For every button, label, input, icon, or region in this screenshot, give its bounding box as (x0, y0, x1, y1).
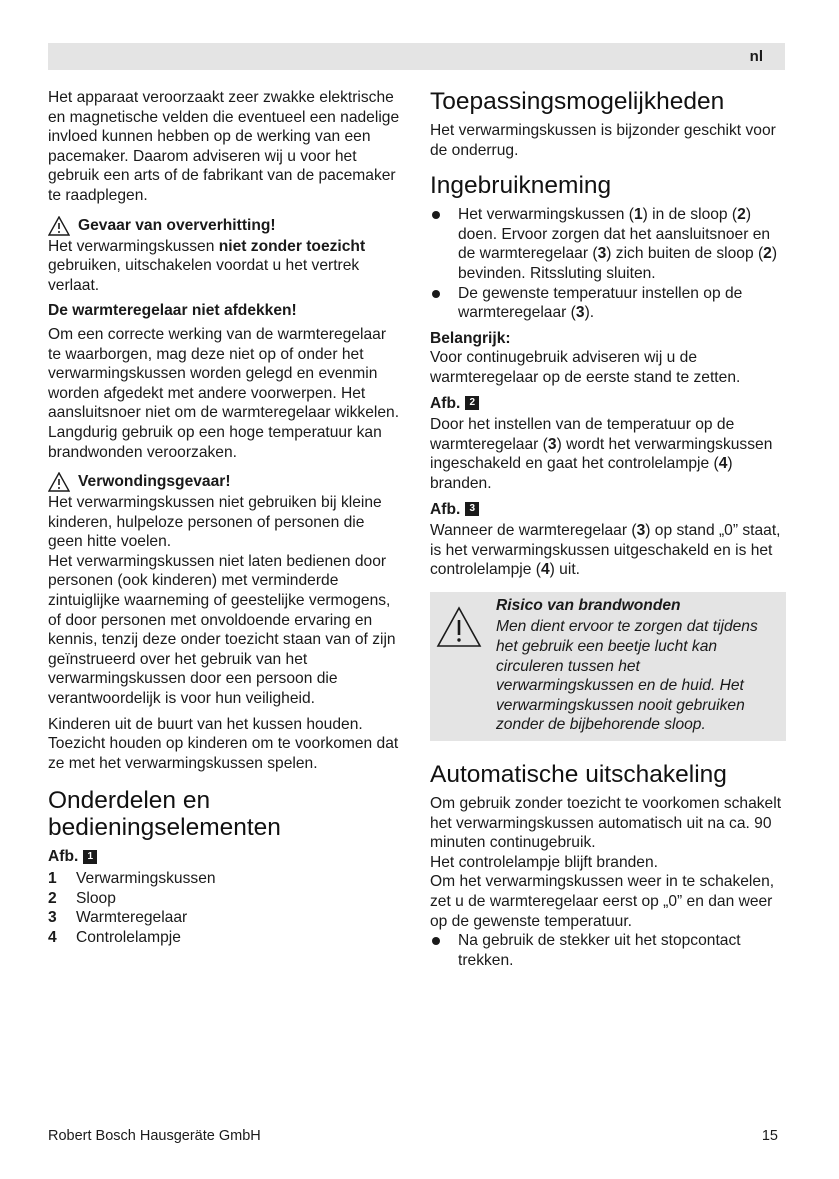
figure-3-ref (430, 500, 786, 520)
nocover-title: De warmteregelaar niet afdekken! (48, 302, 297, 320)
part-ref-number: 4 (540, 561, 550, 579)
injury-title-text: Verwondingsgevaar! (78, 473, 231, 491)
overheat-text-post: gebruiken, uitschakelen voordat u het vertrek verlaat. (48, 257, 360, 294)
start-heading: Ingebruikneming (430, 172, 612, 200)
part-ref-number: 4 (718, 455, 728, 473)
part-number: 4 (48, 928, 57, 946)
figure-3-text: Wanneer de warmteregelaar (3) op stand „0” staat, is het verwarmingskussen uitgeschakeld en is het controlelampje (4) uit. (430, 522, 781, 579)
important-text: Voor continugebruik adviseren wij u de warmteregelaar op de eerste stand te zetten. (430, 349, 741, 386)
part-ref-number: 2 (737, 206, 746, 224)
page-number: 15 (761, 1128, 778, 1144)
figure-number-badge: 1 (83, 850, 97, 864)
figure-number-badge: 3 (465, 502, 479, 516)
part-number: 2 (48, 889, 57, 907)
list-item (48, 928, 403, 948)
parts-figure-ref (48, 847, 403, 867)
uses-text: Het verwarmingskussen is bijzonder geschikt voor de onderrug. (430, 122, 776, 159)
burn-warning-title: Risico van brandwonden (496, 596, 681, 614)
burn-warning-text: Men dient ervoor te zorgen dat tijdens het gebruik een beetje lucht kan circuleren tussen het verwarmingskussen en de huid. Het verwarmingskussen nooit gebruiken zonder de bijbehorende sloop. (496, 618, 758, 734)
warning-triangle-icon (48, 216, 70, 236)
left-column (48, 88, 403, 947)
nocover-text-2: Langdurig gebruik op een hoge temperatuur kan brandwonden veroorzaken. (48, 423, 382, 461)
part-label: Controlelampje (76, 928, 181, 946)
overheat-title-text: Gevaar van oververhitting! (78, 216, 276, 234)
pacemaker-notice: Het apparaat veroorzaakt zeer zwakke elektrische en magnetische velden die eventueel een nadelige invloed kunnen hebben op de werking van een pacemaker. Daarom adviseren wij u voor het gebruik een arts of de fabrikant van de pacemaker te raadplegen. (48, 89, 400, 204)
children-text: Kinderen uit de buurt van het kussen houden. Toezicht houden op kinderen om te voorkomen dat ze met het verwarmingskussen spelen. (48, 715, 399, 772)
warning-triangle-icon (48, 472, 70, 492)
list-item (48, 869, 403, 889)
part-ref-number: 3 (575, 304, 585, 322)
warning-triangle-icon (436, 606, 482, 648)
figure-2-ref (430, 394, 786, 414)
footer-company: Robert Bosch Hausgeräte GmbH (48, 1128, 261, 1144)
list-item (48, 908, 403, 928)
part-ref-number: 1 (633, 206, 643, 224)
auto-off-text-1: Om gebruik zonder toezicht te voorkomen schakelt het verwarmingskussen automatisch uit na ca. 90 minuten continugebruik. (430, 795, 782, 852)
header-bar (48, 43, 785, 70)
auto-off-heading: Automatische uitschakeling (430, 761, 727, 789)
part-ref-number: 2 (763, 245, 772, 263)
parts-afb-label: Afb. (48, 848, 79, 866)
afb2-label: Afb. (430, 394, 461, 412)
part-label: Warmteregelaar (76, 909, 188, 927)
auto-off-text-3: Om het verwarmingskussen weer in te schakelen, zet u de warmteregelaar eerst op „0” en dan weer op de gewenste temperatuur. (430, 873, 775, 930)
list-item (48, 889, 403, 909)
auto-off-text-2: Het controlelampje blijft branden. (430, 853, 658, 871)
auto-off-steps (430, 931, 786, 970)
part-label: Sloop (76, 889, 116, 907)
part-ref-number: 3 (597, 245, 607, 263)
figure-number-badge: 2 (465, 396, 479, 410)
start-steps (430, 205, 786, 323)
part-ref-number: 3 (547, 435, 557, 453)
nocover-text: Om een correcte werking van de warmteregelaar te waarborgen, mag deze niet op of onder het verwarmingskussen worden gelegd en evenmin worden afgedekt met andere voorwerpen. Het aansluitsnoer niet om de warmteregelaar wikkelen. (48, 325, 400, 422)
figure-2-text: Door het instellen van de temperatuur op de warmteregelaar (3) wordt het verwarmingskussen ingeschakeld en gaat het controlelampje (4) branden. (430, 416, 773, 492)
overheat-text (48, 237, 403, 296)
list-item: De gewenste temperatuur instellen op de warmteregelaar (3). (430, 284, 786, 323)
overheat-text-bold: niet zonder toezicht (218, 237, 366, 255)
part-ref-number: 3 (636, 522, 646, 540)
right-column (430, 88, 786, 976)
parts-heading: Onderdelen en bedieningselementen (48, 787, 281, 842)
part-number: 3 (48, 909, 57, 927)
list-item: Het verwarmingskussen (1) in de sloop (2) doen. Ervoor zorgen dat het aansluitsnoer en de warmteregelaar (3) zich buiten de sloop (2) bevinden. Ritssluting sluiten. (430, 205, 786, 283)
language-code: nl (749, 48, 763, 65)
part-label: Verwarmingskussen (76, 870, 216, 887)
list-item: Na gebruik de stekker uit het stopcontact trekken. (430, 931, 786, 970)
injury-text-1: Het verwarmingskussen niet gebruiken bij kleine kinderen, hulpeloze personen of personen die geen hitte voelen. (48, 494, 382, 551)
afb3-label: Afb. (430, 500, 461, 518)
burn-warning-box (430, 592, 786, 741)
important-title: Belangrijk: (430, 329, 511, 347)
overheat-warning-title (48, 216, 403, 236)
injury-warning-title (48, 472, 403, 492)
parts-list (48, 869, 403, 947)
uses-heading: Toepassingsmogelijkheden (430, 88, 725, 115)
overheat-text-pre: Het verwarmingskussen (48, 237, 219, 255)
part-number: 1 (48, 870, 57, 887)
injury-text-2: Het verwarmingskussen niet laten bedienen door personen (ook kinderen) met verminderde zintuiglijke waarneming of geestelijke vermogens, of door personen met onvoldoende ervaring en kennis, tenzij deze onder toezicht staan van of zijn geïnstrueerd over het gebruik van het verwarmingskussen door een persoon die verantwoordelijk is voor hun veiligheid. (48, 552, 396, 708)
